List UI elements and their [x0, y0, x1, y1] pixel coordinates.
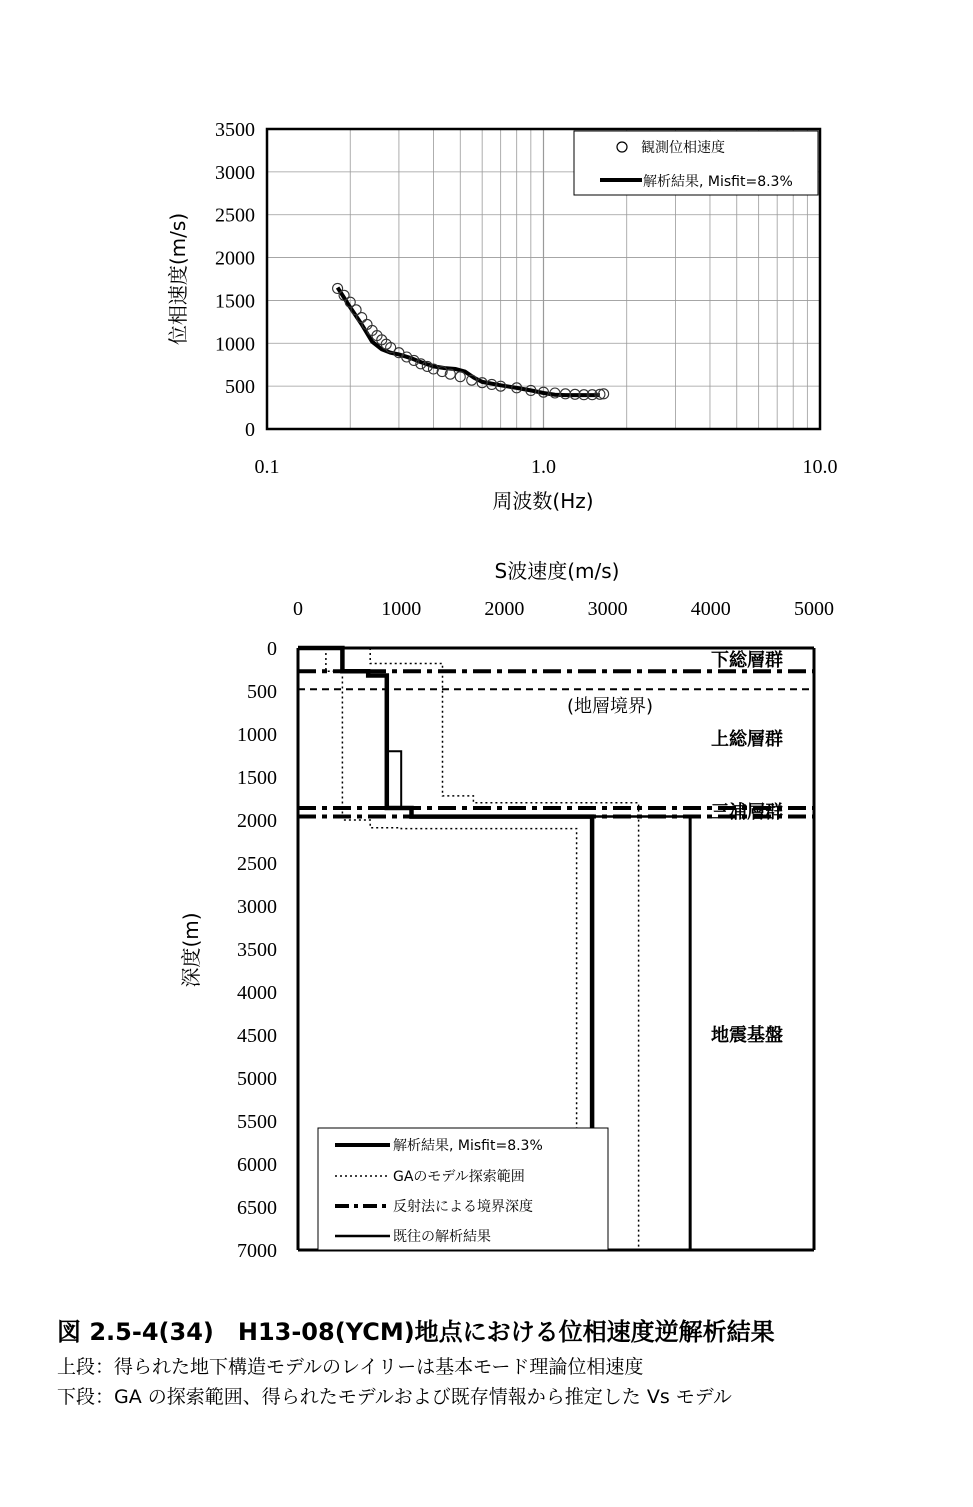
- bottom-y-tick-label: 7000: [237, 1240, 277, 1262]
- annotation-kazusa: 上総層群: [711, 729, 783, 750]
- bottom-y-tick-label: 2500: [237, 853, 277, 875]
- bottom-x-tick-label: 0: [293, 598, 303, 620]
- legend-label-fit-bottom: 解析結果, Misfit=8.3%: [393, 1138, 543, 1154]
- bottom-x-tick-label: 5000: [794, 598, 834, 620]
- bottom-x-tick-label: 2000: [484, 598, 525, 620]
- bottom-y-tick-label: 1000: [237, 724, 277, 746]
- top-x-tick-label: 0.1: [254, 456, 280, 478]
- bottom-y-tick-label: 0: [267, 638, 277, 660]
- annotation-miura: 三浦層群: [711, 802, 783, 823]
- bottom-y-tick-label: 4500: [237, 1025, 277, 1047]
- top-y-tick-label: 1000: [215, 333, 255, 356]
- figure-caption-title: 図 2.5-4(34) H13-08(YCM)地点における位相速度逆解析結果: [57, 1318, 775, 1346]
- legend-label-previous: 既往の解析結果: [393, 1229, 491, 1245]
- top-x-tick-labels: [255, 456, 838, 478]
- phase-velocity-chart: [166, 119, 838, 513]
- bottom-x-axis-label: S波速度(m/s): [494, 559, 620, 583]
- top-y-tick-label: 3000: [215, 161, 255, 184]
- bottom-y-tick-label: 5500: [237, 1111, 277, 1133]
- top-y-tick-label: 3500: [215, 119, 255, 141]
- bottom-y-tick-label: 3000: [237, 896, 277, 918]
- top-legend: [574, 131, 818, 195]
- bottom-y-tick-label: 4000: [237, 982, 277, 1004]
- legend-label-reflection: 反射法による境界深度: [393, 1199, 533, 1215]
- top-y-tick-label: 1500: [215, 290, 255, 313]
- top-x-tick-label: 10.0: [802, 456, 838, 478]
- annotation-basement: 地震基盤: [711, 1025, 783, 1046]
- bottom-x-tick-labels: [293, 598, 834, 620]
- bottom-y-tick-label: 1500: [237, 767, 277, 789]
- bottom-y-tick-label: 2000: [237, 810, 277, 832]
- top-x-tick-label: 1.0: [531, 456, 556, 478]
- bottom-x-tick-label: 3000: [587, 598, 628, 620]
- bottom-y-tick-label: 3500: [237, 939, 277, 961]
- bottom-y-tick-label: 5000: [237, 1068, 277, 1090]
- figure-caption-line2: 下段：GA の探索範囲、得られたモデルおよび既存情報から推定した Vs モデル: [57, 1386, 732, 1408]
- bottom-y-tick-label: 6500: [237, 1197, 277, 1219]
- top-x-axis-label: 周波数(Hz): [492, 489, 594, 513]
- top-y-tick-labels: [215, 119, 255, 441]
- bottom-y-tick-label: 500: [247, 681, 277, 703]
- bottom-y-tick-label: 6000: [237, 1154, 277, 1176]
- annotation-shimosa: 下総層群: [711, 650, 783, 671]
- figure-caption-line1: 上段：得られた地下構造モデルのレイリーは基本モード理論位相速度: [57, 1356, 644, 1378]
- top-y-axis-label: 位相速度(m/s): [166, 212, 190, 346]
- bottom-x-tick-label: 4000: [690, 598, 731, 620]
- bottom-y-tick-labels: [237, 638, 277, 1262]
- legend-label-observed: 観測位相速度: [641, 140, 725, 156]
- bottom-x-tick-label: 1000: [381, 598, 422, 620]
- annotation-boundary: (地層境界): [566, 696, 654, 717]
- top-y-tick-label: 0: [245, 419, 255, 441]
- legend-marker-observed: [617, 142, 627, 152]
- bottom-legend: [318, 1128, 608, 1250]
- bottom-y-axis-label: 深度(m): [179, 912, 203, 988]
- top-y-tick-label: 2500: [215, 204, 255, 227]
- legend-label-fit: 解析結果, Misfit=8.3%: [643, 174, 793, 190]
- top-y-tick-label: 2000: [215, 247, 255, 270]
- top-y-tick-label: 500: [225, 376, 255, 399]
- vs-profile-chart: [179, 559, 834, 1262]
- legend-label-ga-range: GAのモデル探索範囲: [393, 1169, 525, 1185]
